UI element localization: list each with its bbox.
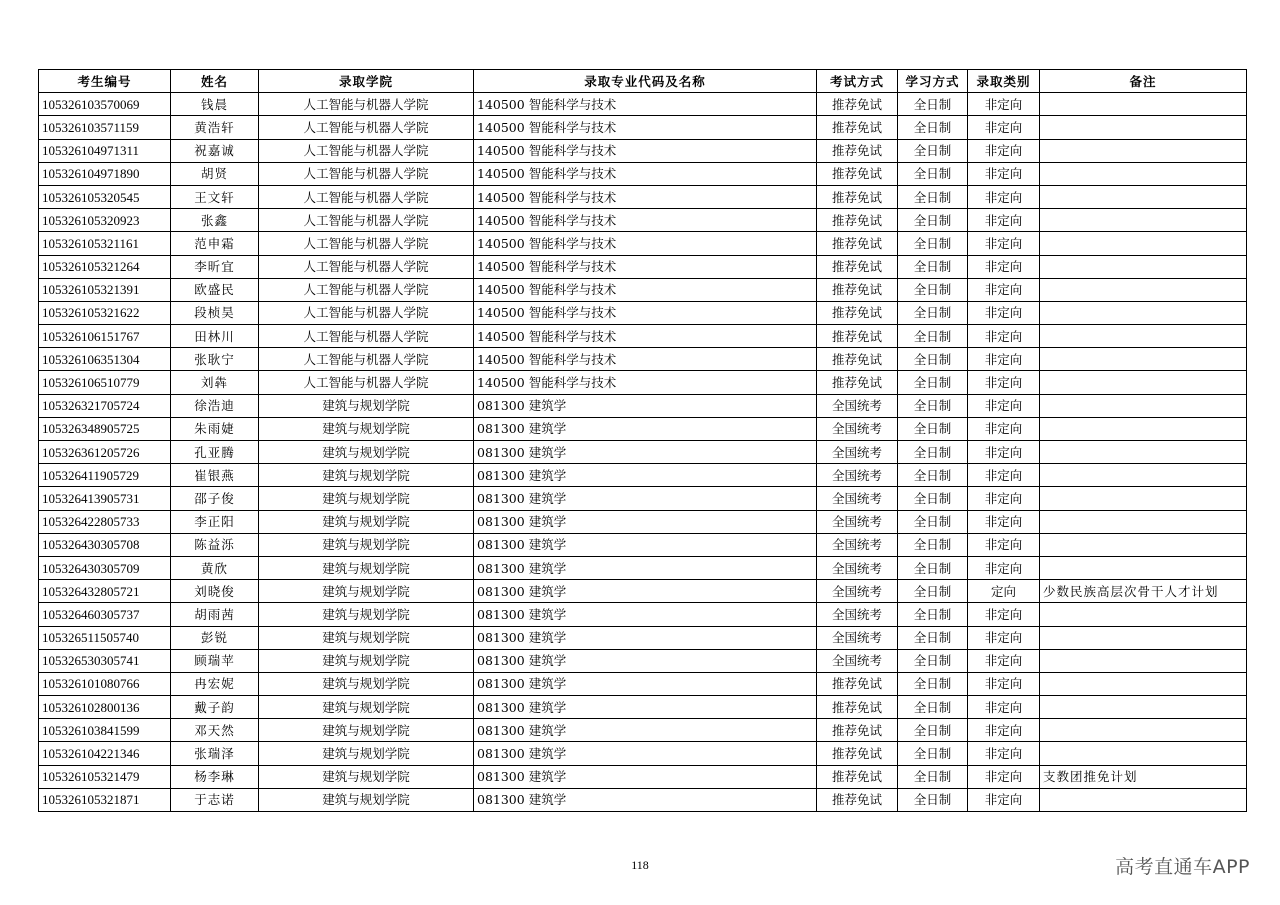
candidate-id-cell: 105326105321264 [39,255,171,278]
table-row [39,162,1247,185]
name-cell: 孔亚腾 [171,441,259,464]
exam-method-cell: 全国统考 [817,533,898,556]
name-cell: 张瑞泽 [171,742,259,765]
table-row [39,209,1247,232]
page-number: 118 [631,858,649,872]
admission-type-cell: 非定向 [968,116,1040,139]
college-cell: 建筑与规划学院 [259,788,474,811]
exam-method-cell: 全国统考 [817,441,898,464]
admission-type-cell: 非定向 [968,765,1040,788]
major-cell: 140500 智能科学与技术 [474,255,817,278]
name-cell: 邓天然 [171,719,259,742]
study-mode-cell: 全日制 [898,487,968,510]
major-cell: 140500 智能科学与技术 [474,139,817,162]
candidate-id-cell: 105326104221346 [39,742,171,765]
major-cell: 081300 建筑学 [474,649,817,672]
admission-type-cell: 非定向 [968,301,1040,324]
table-row [39,603,1247,626]
note-cell [1040,464,1247,487]
table-row [39,626,1247,649]
table-row [39,232,1247,255]
name-cell: 李正阳 [171,510,259,533]
name-cell: 胡贤 [171,162,259,185]
exam-method-cell: 全国统考 [817,649,898,672]
note-cell [1040,185,1247,208]
candidate-id-cell: 105326430305709 [39,556,171,579]
note-cell [1040,348,1247,371]
admission-type-cell: 非定向 [968,348,1040,371]
exam-method-cell: 全国统考 [817,603,898,626]
exam-method-cell: 推荐免试 [817,185,898,208]
exam-method-cell: 推荐免试 [817,672,898,695]
exam-method-cell: 推荐免试 [817,93,898,116]
note-cell [1040,93,1247,116]
note-cell [1040,301,1247,324]
study-mode-cell: 全日制 [898,510,968,533]
note-cell [1040,649,1247,672]
study-mode-cell: 全日制 [898,556,968,579]
name-cell: 欧盛民 [171,278,259,301]
exam-method-cell: 推荐免试 [817,765,898,788]
admission-type-cell: 定向 [968,580,1040,603]
candidate-id-cell: 105326348905725 [39,417,171,440]
candidate-id-cell: 105326103571159 [39,116,171,139]
college-cell: 人工智能与机器人学院 [259,255,474,278]
major-cell: 140500 智能科学与技术 [474,371,817,394]
table-row [39,765,1247,788]
admission-type-cell: 非定向 [968,672,1040,695]
major-cell: 140500 智能科学与技术 [474,185,817,208]
candidate-id-cell: 105326105321871 [39,788,171,811]
table-row [39,649,1247,672]
table-row [39,788,1247,811]
note-cell [1040,394,1247,417]
candidate-id-cell: 105326321705724 [39,394,171,417]
major-cell: 081300 建筑学 [474,417,817,440]
admission-type-cell: 非定向 [968,278,1040,301]
admission-type-cell: 非定向 [968,232,1040,255]
note-cell [1040,371,1247,394]
name-cell: 戴子韵 [171,696,259,719]
major-cell: 140500 智能科学与技术 [474,325,817,348]
college-cell: 人工智能与机器人学院 [259,162,474,185]
note-cell [1040,116,1247,139]
candidate-id-cell: 105326413905731 [39,487,171,510]
header-note: 备注 [1040,70,1247,93]
name-cell: 崔银燕 [171,464,259,487]
table-row [39,255,1247,278]
exam-method-cell: 全国统考 [817,464,898,487]
exam-method-cell: 全国统考 [817,487,898,510]
admission-type-cell: 非定向 [968,742,1040,765]
admission-type-cell: 非定向 [968,626,1040,649]
table-row [39,719,1247,742]
study-mode-cell: 全日制 [898,649,968,672]
admission-type-cell: 非定向 [968,209,1040,232]
study-mode-cell: 全日制 [898,325,968,348]
header-exam-method: 考试方式 [817,70,898,93]
name-cell: 刘晓俊 [171,580,259,603]
note-cell [1040,139,1247,162]
note-cell [1040,325,1247,348]
study-mode-cell: 全日制 [898,533,968,556]
exam-method-cell: 推荐免试 [817,209,898,232]
name-cell: 顾瑞苹 [171,649,259,672]
study-mode-cell: 全日制 [898,394,968,417]
name-cell: 黄欣 [171,556,259,579]
table-row [39,139,1247,162]
study-mode-cell: 全日制 [898,626,968,649]
candidate-id-cell: 105326103570069 [39,93,171,116]
study-mode-cell: 全日制 [898,116,968,139]
note-cell [1040,603,1247,626]
name-cell: 彭锐 [171,626,259,649]
candidate-id-cell: 105326104971311 [39,139,171,162]
exam-method-cell: 推荐免试 [817,162,898,185]
exam-method-cell: 全国统考 [817,556,898,579]
major-cell: 140500 智能科学与技术 [474,232,817,255]
major-cell: 081300 建筑学 [474,672,817,695]
candidate-id-cell: 105326105321391 [39,278,171,301]
candidate-id-cell: 105326530305741 [39,649,171,672]
candidate-id-cell: 105326411905729 [39,464,171,487]
college-cell: 建筑与规划学院 [259,441,474,464]
college-cell: 人工智能与机器人学院 [259,185,474,208]
exam-method-cell: 推荐免试 [817,116,898,139]
study-mode-cell: 全日制 [898,301,968,324]
admission-type-cell: 非定向 [968,325,1040,348]
name-cell: 王文轩 [171,185,259,208]
major-cell: 081300 建筑学 [474,533,817,556]
table-row [39,556,1247,579]
admission-type-cell: 非定向 [968,788,1040,811]
name-cell: 田林川 [171,325,259,348]
table-row [39,93,1247,116]
exam-method-cell: 全国统考 [817,626,898,649]
note-cell [1040,278,1247,301]
header-row [39,70,1247,93]
table-row [39,116,1247,139]
table-row [39,394,1247,417]
note-cell [1040,209,1247,232]
college-cell: 建筑与规划学院 [259,556,474,579]
table-row [39,278,1247,301]
exam-method-cell: 推荐免试 [817,348,898,371]
candidate-id-cell: 105326106510779 [39,371,171,394]
study-mode-cell: 全日制 [898,719,968,742]
admission-type-cell: 非定向 [968,162,1040,185]
exam-method-cell: 推荐免试 [817,371,898,394]
table-row [39,672,1247,695]
note-cell [1040,533,1247,556]
name-cell: 杨李琳 [171,765,259,788]
major-cell: 140500 智能科学与技术 [474,116,817,139]
name-cell: 刘犇 [171,371,259,394]
name-cell: 朱雨婕 [171,417,259,440]
candidate-id-cell: 105326106151767 [39,325,171,348]
table-row [39,325,1247,348]
admission-table [38,69,1247,812]
study-mode-cell: 全日制 [898,603,968,626]
name-cell: 张鑫 [171,209,259,232]
name-cell: 范申霜 [171,232,259,255]
admission-type-cell: 非定向 [968,649,1040,672]
college-cell: 人工智能与机器人学院 [259,93,474,116]
college-cell: 建筑与规划学院 [259,719,474,742]
major-cell: 140500 智能科学与技术 [474,209,817,232]
college-cell: 建筑与规划学院 [259,742,474,765]
candidate-id-cell: 105326511505740 [39,626,171,649]
admission-type-cell: 非定向 [968,487,1040,510]
college-cell: 人工智能与机器人学院 [259,232,474,255]
candidate-id-cell: 105326106351304 [39,348,171,371]
table-row [39,417,1247,440]
study-mode-cell: 全日制 [898,278,968,301]
name-cell: 邵子俊 [171,487,259,510]
major-cell: 081300 建筑学 [474,556,817,579]
college-cell: 建筑与规划学院 [259,649,474,672]
table-row [39,696,1247,719]
study-mode-cell: 全日制 [898,696,968,719]
note-cell [1040,672,1247,695]
header-name: 姓名 [171,70,259,93]
note-cell [1040,719,1247,742]
exam-method-cell: 推荐免试 [817,232,898,255]
candidate-id-cell: 105326422805733 [39,510,171,533]
name-cell: 于志诺 [171,788,259,811]
watermark: 高考直通车APP [1115,856,1250,878]
major-cell: 081300 建筑学 [474,510,817,533]
name-cell: 胡雨茜 [171,603,259,626]
name-cell: 段桢昊 [171,301,259,324]
major-cell: 081300 建筑学 [474,487,817,510]
college-cell: 人工智能与机器人学院 [259,278,474,301]
study-mode-cell: 全日制 [898,580,968,603]
note-cell [1040,626,1247,649]
college-cell: 建筑与规划学院 [259,765,474,788]
admission-type-cell: 非定向 [968,93,1040,116]
name-cell: 祝嘉诚 [171,139,259,162]
candidate-id-cell: 105326432805721 [39,580,171,603]
study-mode-cell: 全日制 [898,255,968,278]
college-cell: 建筑与规划学院 [259,580,474,603]
note-cell [1040,510,1247,533]
note-cell [1040,556,1247,579]
college-cell: 建筑与规划学院 [259,464,474,487]
table-row [39,301,1247,324]
study-mode-cell: 全日制 [898,139,968,162]
name-cell: 李昕宜 [171,255,259,278]
note-cell [1040,417,1247,440]
major-cell: 140500 智能科学与技术 [474,301,817,324]
header-college: 录取学院 [259,70,474,93]
name-cell: 冉宏妮 [171,672,259,695]
major-cell: 081300 建筑学 [474,580,817,603]
note-cell: 支教团推免计划 [1040,765,1247,788]
study-mode-cell: 全日制 [898,348,968,371]
major-cell: 140500 智能科学与技术 [474,278,817,301]
major-cell: 140500 智能科学与技术 [474,93,817,116]
college-cell: 人工智能与机器人学院 [259,116,474,139]
college-cell: 人工智能与机器人学院 [259,209,474,232]
exam-method-cell: 推荐免试 [817,325,898,348]
college-cell: 建筑与规划学院 [259,672,474,695]
header-candidate-id: 考生编号 [39,70,171,93]
study-mode-cell: 全日制 [898,417,968,440]
note-cell [1040,487,1247,510]
exam-method-cell: 推荐免试 [817,719,898,742]
study-mode-cell: 全日制 [898,464,968,487]
candidate-id-cell: 105326105321161 [39,232,171,255]
name-cell: 徐浩迪 [171,394,259,417]
college-cell: 建筑与规划学院 [259,394,474,417]
note-cell: 少数民族高层次骨干人才计划 [1040,580,1247,603]
admission-type-cell: 非定向 [968,185,1040,208]
candidate-id-cell: 105326105321479 [39,765,171,788]
candidate-id-cell: 105326102800136 [39,696,171,719]
college-cell: 建筑与规划学院 [259,510,474,533]
name-cell: 张耿宁 [171,348,259,371]
study-mode-cell: 全日制 [898,765,968,788]
candidate-id-cell: 105326430305708 [39,533,171,556]
study-mode-cell: 全日制 [898,209,968,232]
admission-type-cell: 非定向 [968,255,1040,278]
college-cell: 建筑与规划学院 [259,626,474,649]
note-cell [1040,162,1247,185]
admission-type-cell: 非定向 [968,556,1040,579]
table-body [39,93,1247,812]
candidate-id-cell: 105326361205726 [39,441,171,464]
exam-method-cell: 全国统考 [817,510,898,533]
study-mode-cell: 全日制 [898,788,968,811]
exam-method-cell: 推荐免试 [817,139,898,162]
study-mode-cell: 全日制 [898,93,968,116]
admission-type-cell: 非定向 [968,441,1040,464]
admission-type-cell: 非定向 [968,139,1040,162]
college-cell: 建筑与规划学院 [259,696,474,719]
study-mode-cell: 全日制 [898,162,968,185]
admission-type-cell: 非定向 [968,394,1040,417]
major-cell: 081300 建筑学 [474,441,817,464]
major-cell: 081300 建筑学 [474,788,817,811]
study-mode-cell: 全日制 [898,672,968,695]
note-cell [1040,232,1247,255]
admission-type-cell: 非定向 [968,696,1040,719]
table-row [39,464,1247,487]
study-mode-cell: 全日制 [898,232,968,255]
college-cell: 人工智能与机器人学院 [259,139,474,162]
candidate-id-cell: 105326105320545 [39,185,171,208]
admission-type-cell: 非定向 [968,464,1040,487]
admission-type-cell: 非定向 [968,603,1040,626]
college-cell: 建筑与规划学院 [259,487,474,510]
table-row [39,441,1247,464]
exam-method-cell: 全国统考 [817,394,898,417]
candidate-id-cell: 105326460305737 [39,603,171,626]
table-row [39,371,1247,394]
table-row [39,348,1247,371]
college-cell: 建筑与规划学院 [259,417,474,440]
major-cell: 081300 建筑学 [474,742,817,765]
admission-type-cell: 非定向 [968,719,1040,742]
admission-type-cell: 非定向 [968,371,1040,394]
major-cell: 081300 建筑学 [474,394,817,417]
major-cell: 081300 建筑学 [474,765,817,788]
candidate-id-cell: 105326101080766 [39,672,171,695]
header-admission-type: 录取类别 [968,70,1040,93]
college-cell: 人工智能与机器人学院 [259,371,474,394]
candidate-id-cell: 105326103841599 [39,719,171,742]
study-mode-cell: 全日制 [898,185,968,208]
table-row [39,533,1247,556]
candidate-id-cell: 105326105321622 [39,301,171,324]
exam-method-cell: 推荐免试 [817,742,898,765]
major-cell: 081300 建筑学 [474,696,817,719]
table-row [39,487,1247,510]
study-mode-cell: 全日制 [898,742,968,765]
admission-type-cell: 非定向 [968,417,1040,440]
study-mode-cell: 全日制 [898,441,968,464]
note-cell [1040,696,1247,719]
college-cell: 人工智能与机器人学院 [259,348,474,371]
exam-method-cell: 推荐免试 [817,278,898,301]
college-cell: 人工智能与机器人学院 [259,301,474,324]
name-cell: 陈益泺 [171,533,259,556]
candidate-id-cell: 105326104971890 [39,162,171,185]
note-cell [1040,742,1247,765]
college-cell: 人工智能与机器人学院 [259,325,474,348]
candidate-id-cell: 105326105320923 [39,209,171,232]
table-row [39,580,1247,603]
college-cell: 建筑与规划学院 [259,603,474,626]
table-row [39,185,1247,208]
admission-type-cell: 非定向 [968,510,1040,533]
admission-type-cell: 非定向 [968,533,1040,556]
exam-method-cell: 全国统考 [817,580,898,603]
college-cell: 建筑与规划学院 [259,533,474,556]
note-cell [1040,255,1247,278]
name-cell: 黄浩轩 [171,116,259,139]
major-cell: 140500 智能科学与技术 [474,162,817,185]
header-major: 录取专业代码及名称 [474,70,817,93]
major-cell: 140500 智能科学与技术 [474,348,817,371]
note-cell [1040,788,1247,811]
table-row [39,742,1247,765]
name-cell: 钱晨 [171,93,259,116]
major-cell: 081300 建筑学 [474,626,817,649]
header-study-mode: 学习方式 [898,70,968,93]
exam-method-cell: 全国统考 [817,417,898,440]
note-cell [1040,441,1247,464]
major-cell: 081300 建筑学 [474,719,817,742]
exam-method-cell: 推荐免试 [817,255,898,278]
table-row [39,510,1247,533]
study-mode-cell: 全日制 [898,371,968,394]
exam-method-cell: 推荐免试 [817,301,898,324]
exam-method-cell: 推荐免试 [817,788,898,811]
exam-method-cell: 推荐免试 [817,696,898,719]
major-cell: 081300 建筑学 [474,603,817,626]
major-cell: 081300 建筑学 [474,464,817,487]
